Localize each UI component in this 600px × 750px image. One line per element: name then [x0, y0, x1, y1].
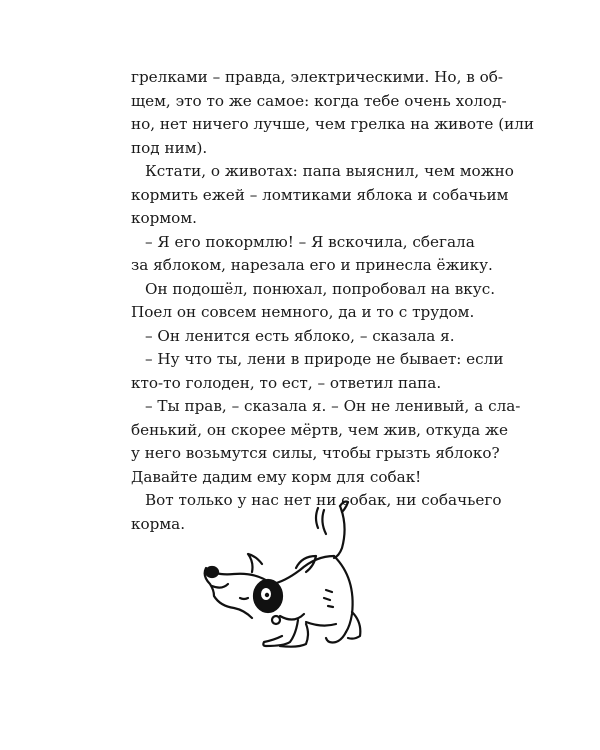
dog-tail	[334, 506, 345, 558]
text-line: Давайте дадим ему корм для собак!	[131, 467, 422, 486]
story-text	[131, 66, 535, 536]
tail-motion-mark	[322, 510, 326, 534]
text-line: Поел он совсем немного, да и то с трудом.	[131, 303, 475, 321]
text-line: корма.	[131, 514, 186, 533]
text-line: кто-то голоден, то ест, – ответил папа.	[131, 373, 442, 392]
paragraph-1	[131, 66, 535, 160]
text-line: за яблоком, нарезала его и принесла ёжику.	[131, 256, 493, 274]
text-line: кормить ежей – ломтиками яблока и собачьим	[131, 185, 509, 204]
paragraph-2	[131, 160, 514, 231]
text-line: у него возьмутся силы, чтобы грызть яблоко?	[131, 444, 500, 462]
text-line: под ним).	[131, 138, 208, 157]
dog-hind-leg	[326, 632, 346, 643]
text-line: – Ты прав, – сказала я. – Он не ленивый, а сла-	[145, 397, 521, 415]
text-line: бенький, он скорее мёртв, чем жив, откуда же	[131, 420, 508, 439]
text-line: Кстати, о животах: папа выяснил, чем можно	[145, 162, 514, 180]
text-line: но, нет ничего лучше, чем грелка на животе (или	[131, 115, 535, 133]
dog-front-leg	[263, 620, 298, 646]
dog-illustration-icon	[200, 498, 380, 668]
dog-body	[334, 556, 353, 632]
text-line: кормом.	[131, 209, 197, 227]
paragraph-7	[131, 395, 521, 489]
tail-motion-mark	[316, 508, 318, 528]
dog-ear	[248, 554, 262, 572]
paragraph-3	[131, 231, 493, 278]
text-line: Он подошёл, понюхал, попробовал на вкус.	[145, 279, 496, 298]
text-line: Вот только у нас нет ни собак, ни собачьего	[145, 491, 502, 509]
text-line: грелками – правда, электрическими. Но, в об-	[131, 68, 504, 86]
paragraph-6	[131, 348, 504, 395]
paragraph-4	[131, 278, 496, 325]
paragraph-5	[131, 325, 463, 349]
text-line: – Я его покормлю! – Я вскочила, сбегала	[145, 232, 475, 251]
dog-collar	[280, 614, 304, 620]
text-line: – Ну что ты, лени в природе не бывает: если	[145, 350, 504, 368]
text-line: – Он ленится есть яблоко, – сказала я.	[145, 326, 455, 345]
text-line: щем, это то же самое: когда тебе очень холод-	[131, 91, 507, 110]
dog-nose	[206, 567, 218, 577]
